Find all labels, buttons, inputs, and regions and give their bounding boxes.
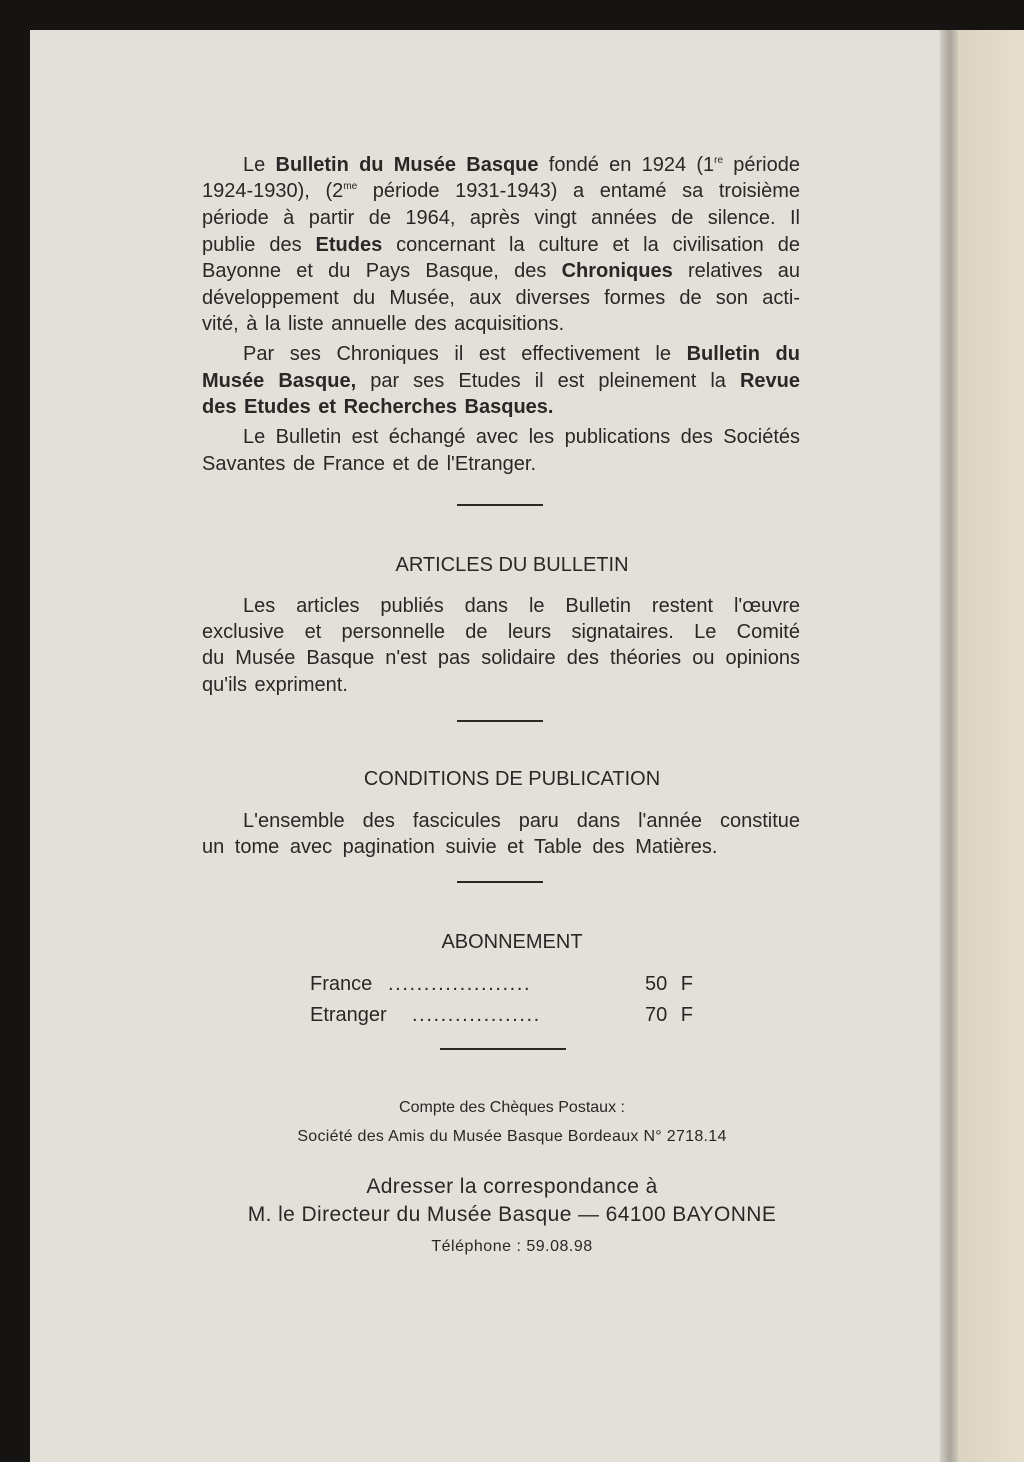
paragraph-line [202, 178, 800, 204]
bold-text: Bulletin du Musée Basque [275, 154, 539, 176]
paragraph-line [202, 368, 800, 394]
divider [440, 1048, 566, 1050]
text-run: exclusive et personnelle de leurs signataires. Le Comité [202, 621, 800, 643]
paragraph-line [243, 424, 800, 450]
paragraph-line [202, 205, 800, 231]
paragraph-line [202, 645, 800, 671]
divider [457, 881, 543, 883]
paragraph-line [202, 285, 800, 311]
superscript: re [714, 155, 724, 166]
text-run: concernant la culture et la civilisation de [382, 234, 800, 256]
text-run: un tome avec pagination suivie et Table des Matières. [202, 836, 718, 858]
divider [457, 720, 543, 722]
text-run: période [723, 154, 800, 176]
text-run: période à partir de 1964, après vingt années de silence. Il [202, 207, 800, 229]
paragraph-line [202, 672, 348, 698]
paragraph-line [202, 394, 553, 420]
text-run: période 1931-1943) a entamé sa troisième [357, 180, 800, 202]
text-run: L'ensemble des fascicules paru dans l'année constitue [243, 810, 800, 832]
price-leader-dots: .................. [412, 1004, 541, 1026]
text-run: Par ses Chroniques il est effectivement le [243, 343, 687, 365]
correspondence-address: M. le Directeur du Musée Basque — 64100 BAYONNE [247, 1203, 777, 1226]
text-run: vité, à la liste annuelle des acquisitions. [202, 313, 565, 335]
paragraph-line [243, 341, 800, 367]
text-run: fondé en 1924 (1 [538, 154, 715, 176]
correspondence-label: Adresser la correspondance à [366, 1175, 658, 1198]
price-label-france: France [310, 973, 373, 995]
text-run: Le [243, 154, 276, 176]
paragraph-line [202, 451, 536, 477]
price-value-etranger: 70 F [645, 1004, 694, 1026]
paragraph-line [243, 808, 800, 834]
bold-text: Musée Basque, [202, 370, 357, 392]
superscript: me [343, 181, 358, 192]
text-run: Le Bulletin est échangé avec les publications des Sociétés [243, 426, 800, 448]
price-label-etranger: Etranger [310, 1004, 387, 1026]
text-run: Les articles publiés dans le Bulletin restent l'œuvre [243, 595, 800, 617]
section-heading-conditions: CONDITIONS DE PUBLICATION [363, 768, 661, 790]
bold-text: des Etudes et Recherches Basques. [202, 396, 554, 418]
section-heading-articles: ARTICLES DU BULLETIN [395, 554, 629, 576]
bold-text: Chroniques [561, 260, 673, 282]
paragraph-line [202, 232, 800, 258]
text-run: publie des [202, 234, 316, 256]
text-run: relatives au [672, 260, 800, 282]
text-run: 1924-1930), (2 [202, 180, 344, 202]
postal-account-holder: Société des Amis du Musée Basque Bordeaux N° 2718.14 [297, 1128, 727, 1145]
text-run: par ses Etudes il est pleinement la [356, 370, 740, 392]
price-value-france: 50 F [645, 973, 694, 995]
bold-text: Bulletin du [686, 343, 800, 365]
text-run: du Musée Basque n'est pas solidaire des théories ou opinions [202, 647, 800, 669]
postal-account-label: Compte des Chèques Postaux : [399, 1099, 625, 1116]
text-run: Savantes de France et de l'Etranger. [202, 453, 537, 475]
divider [457, 504, 543, 506]
text-run: qu'ils expriment. [202, 674, 348, 696]
paragraph-line [243, 593, 800, 619]
section-heading-abonnement: ABONNEMENT [441, 931, 583, 953]
text-run: Bayonne et du Pays Basque, des [202, 260, 562, 282]
paragraph-line [243, 152, 800, 178]
bold-text: Etudes [315, 234, 383, 256]
paragraph-line [202, 258, 800, 284]
paragraph-line [202, 311, 564, 337]
bold-text: Revue [739, 370, 800, 392]
telephone: Téléphone : 59.08.98 [431, 1238, 593, 1255]
text-run: développement du Musée, aux diverses formes de son acti- [202, 287, 800, 309]
paragraph-line [202, 834, 717, 860]
price-leader-dots: .................... [388, 973, 532, 995]
paragraph-line [202, 619, 800, 645]
